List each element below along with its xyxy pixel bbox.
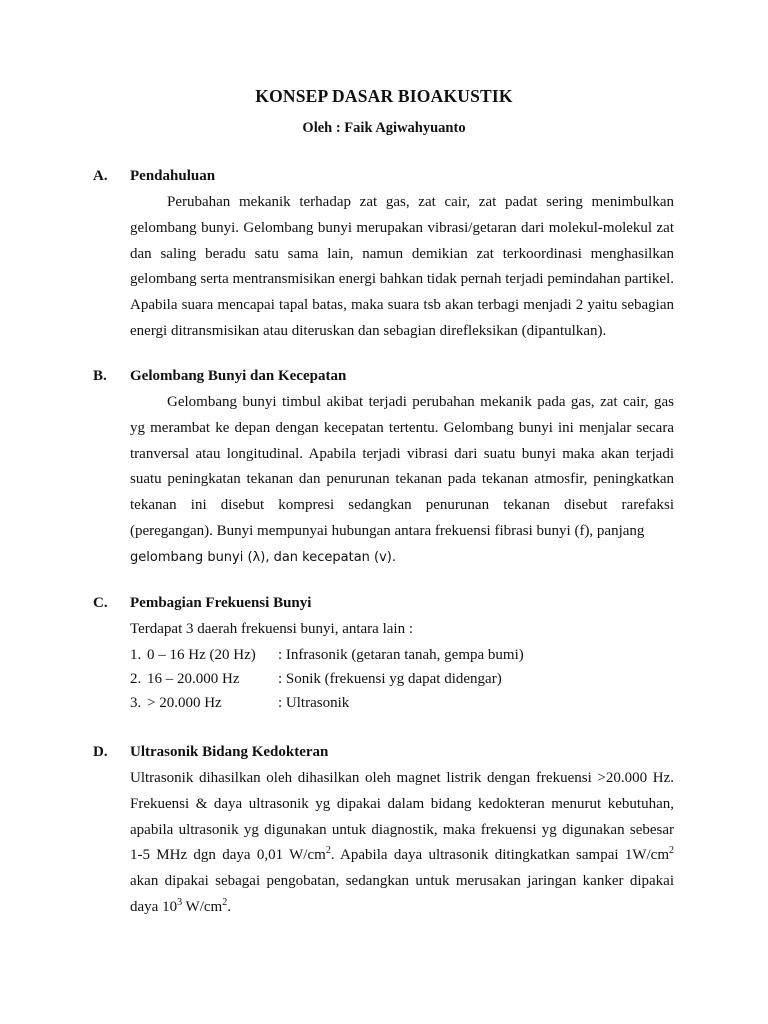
frequency-label: : Ultrasonik [278, 695, 350, 711]
section-heading: Pendahuluan [130, 168, 216, 184]
frequency-range: 16 – 20.000 Hz [147, 671, 240, 687]
text-part: . [227, 898, 231, 915]
paragraph-text: Gelombang bunyi timbul akibat terjadi perubahan mekanik pada gas, zat cair, gas yg merambat ke depan dengan kecepatan tertentu. Gelombang bunyi ini menjalar secara tranversal atau longitudinal. Apabila terjadi vibrasi dari suatu bunyi maka akan terjadi suatu peningkatan tekanan dan penurunan tekanan pada tekanan atmosfir, peningkatkan tekanan ini disebut kompresi sedangkan penurunan tekanan disebut rarefaksi (peregangan). Bunyi mempunyai hubungan antara frekuensi fibrasi bunyi (f), panjang [130, 394, 674, 539]
section-paragraph [130, 190, 674, 345]
item-number: 3. [130, 695, 142, 711]
item-number: 1. [130, 647, 142, 663]
superscript: 3 [177, 896, 183, 908]
frequency-label: : Sonik (frekuensi yg dapat didengar) [278, 671, 502, 687]
paragraph-text [130, 766, 674, 921]
frequency-range: > 20.000 Hz [147, 695, 222, 711]
frequency-label: : Infrasonik (getaran tanah, gempa bumi) [278, 647, 524, 663]
text-part: akan dipakai sebagai pengobatan, sedangkan untuk merusakan jaringan kanker dipakai daya 10 [130, 873, 674, 915]
superscript: 2 [325, 845, 331, 857]
section-letter: D. [93, 744, 108, 760]
text-part: W/cm [182, 898, 223, 915]
text-part: Ultrasonik dihasilkan oleh dihasilkan oleh magnet listrik dengan frekuensi >20.000 Hz. Frekuensi & daya ultrasonik yg dipakai dalam bidang kedokteran menurut kebutuhan, apabila ultrasonik yg digunakan untuk diagnostik, maka frekuensi yg digunakan sebesar 1-5 MHz dgn daya 0,01 W/cm [130, 770, 674, 864]
author-line: Oleh : Faik Agiwahyuanto [302, 120, 466, 136]
superscript: 2 [222, 896, 228, 908]
superscript: 2 [669, 845, 674, 857]
item-number: 2. [130, 671, 142, 687]
document-title: KONSEP DASAR BIOAKUSTIK [255, 86, 513, 106]
frequency-intro: Terdapat 3 daerah frekuensi bunyi, antara lain : [130, 621, 413, 637]
section-letter: A. [93, 168, 108, 184]
section-letter: B. [93, 368, 107, 384]
section-paragraph [130, 766, 674, 921]
paragraph-tail: gelombang bunyi (λ), dan kecepatan (v). [130, 549, 397, 565]
section-heading: Ultrasonik Bidang Kedokteran [130, 744, 329, 760]
paragraph-text: Perubahan mekanik terhadap zat gas, zat cair, zat padat sering menimbulkan gelombang bunyi. Gelombang bunyi merupakan vibrasi/getaran dari molekul-molekul zat dan saling beradu satu sama lain, namun demikian zat terkoordinasi menghasilkan gelombang serta mentransmisikan energi bahkan tidak pernah terjadi pemindahan partikel. Apabila suara mencapai tapal batas, maka suara tsb akan terbagi menjadi 2 yaitu sebagian energi ditransmisikan atau diteruskan dan sebagian direfleksikan (dipantulkan). [130, 194, 674, 339]
section-heading: Pembagian Frekuensi Bunyi [130, 595, 312, 611]
section-heading: Gelombang Bunyi dan Kecepatan [130, 368, 347, 384]
section-paragraph [130, 390, 674, 571]
section-letter: C. [93, 595, 108, 611]
frequency-range: 0 – 16 Hz (20 Hz) [147, 647, 256, 663]
text-part: . Apabila daya ultrasonik ditingkatkan sampai 1W/cm [330, 847, 669, 864]
